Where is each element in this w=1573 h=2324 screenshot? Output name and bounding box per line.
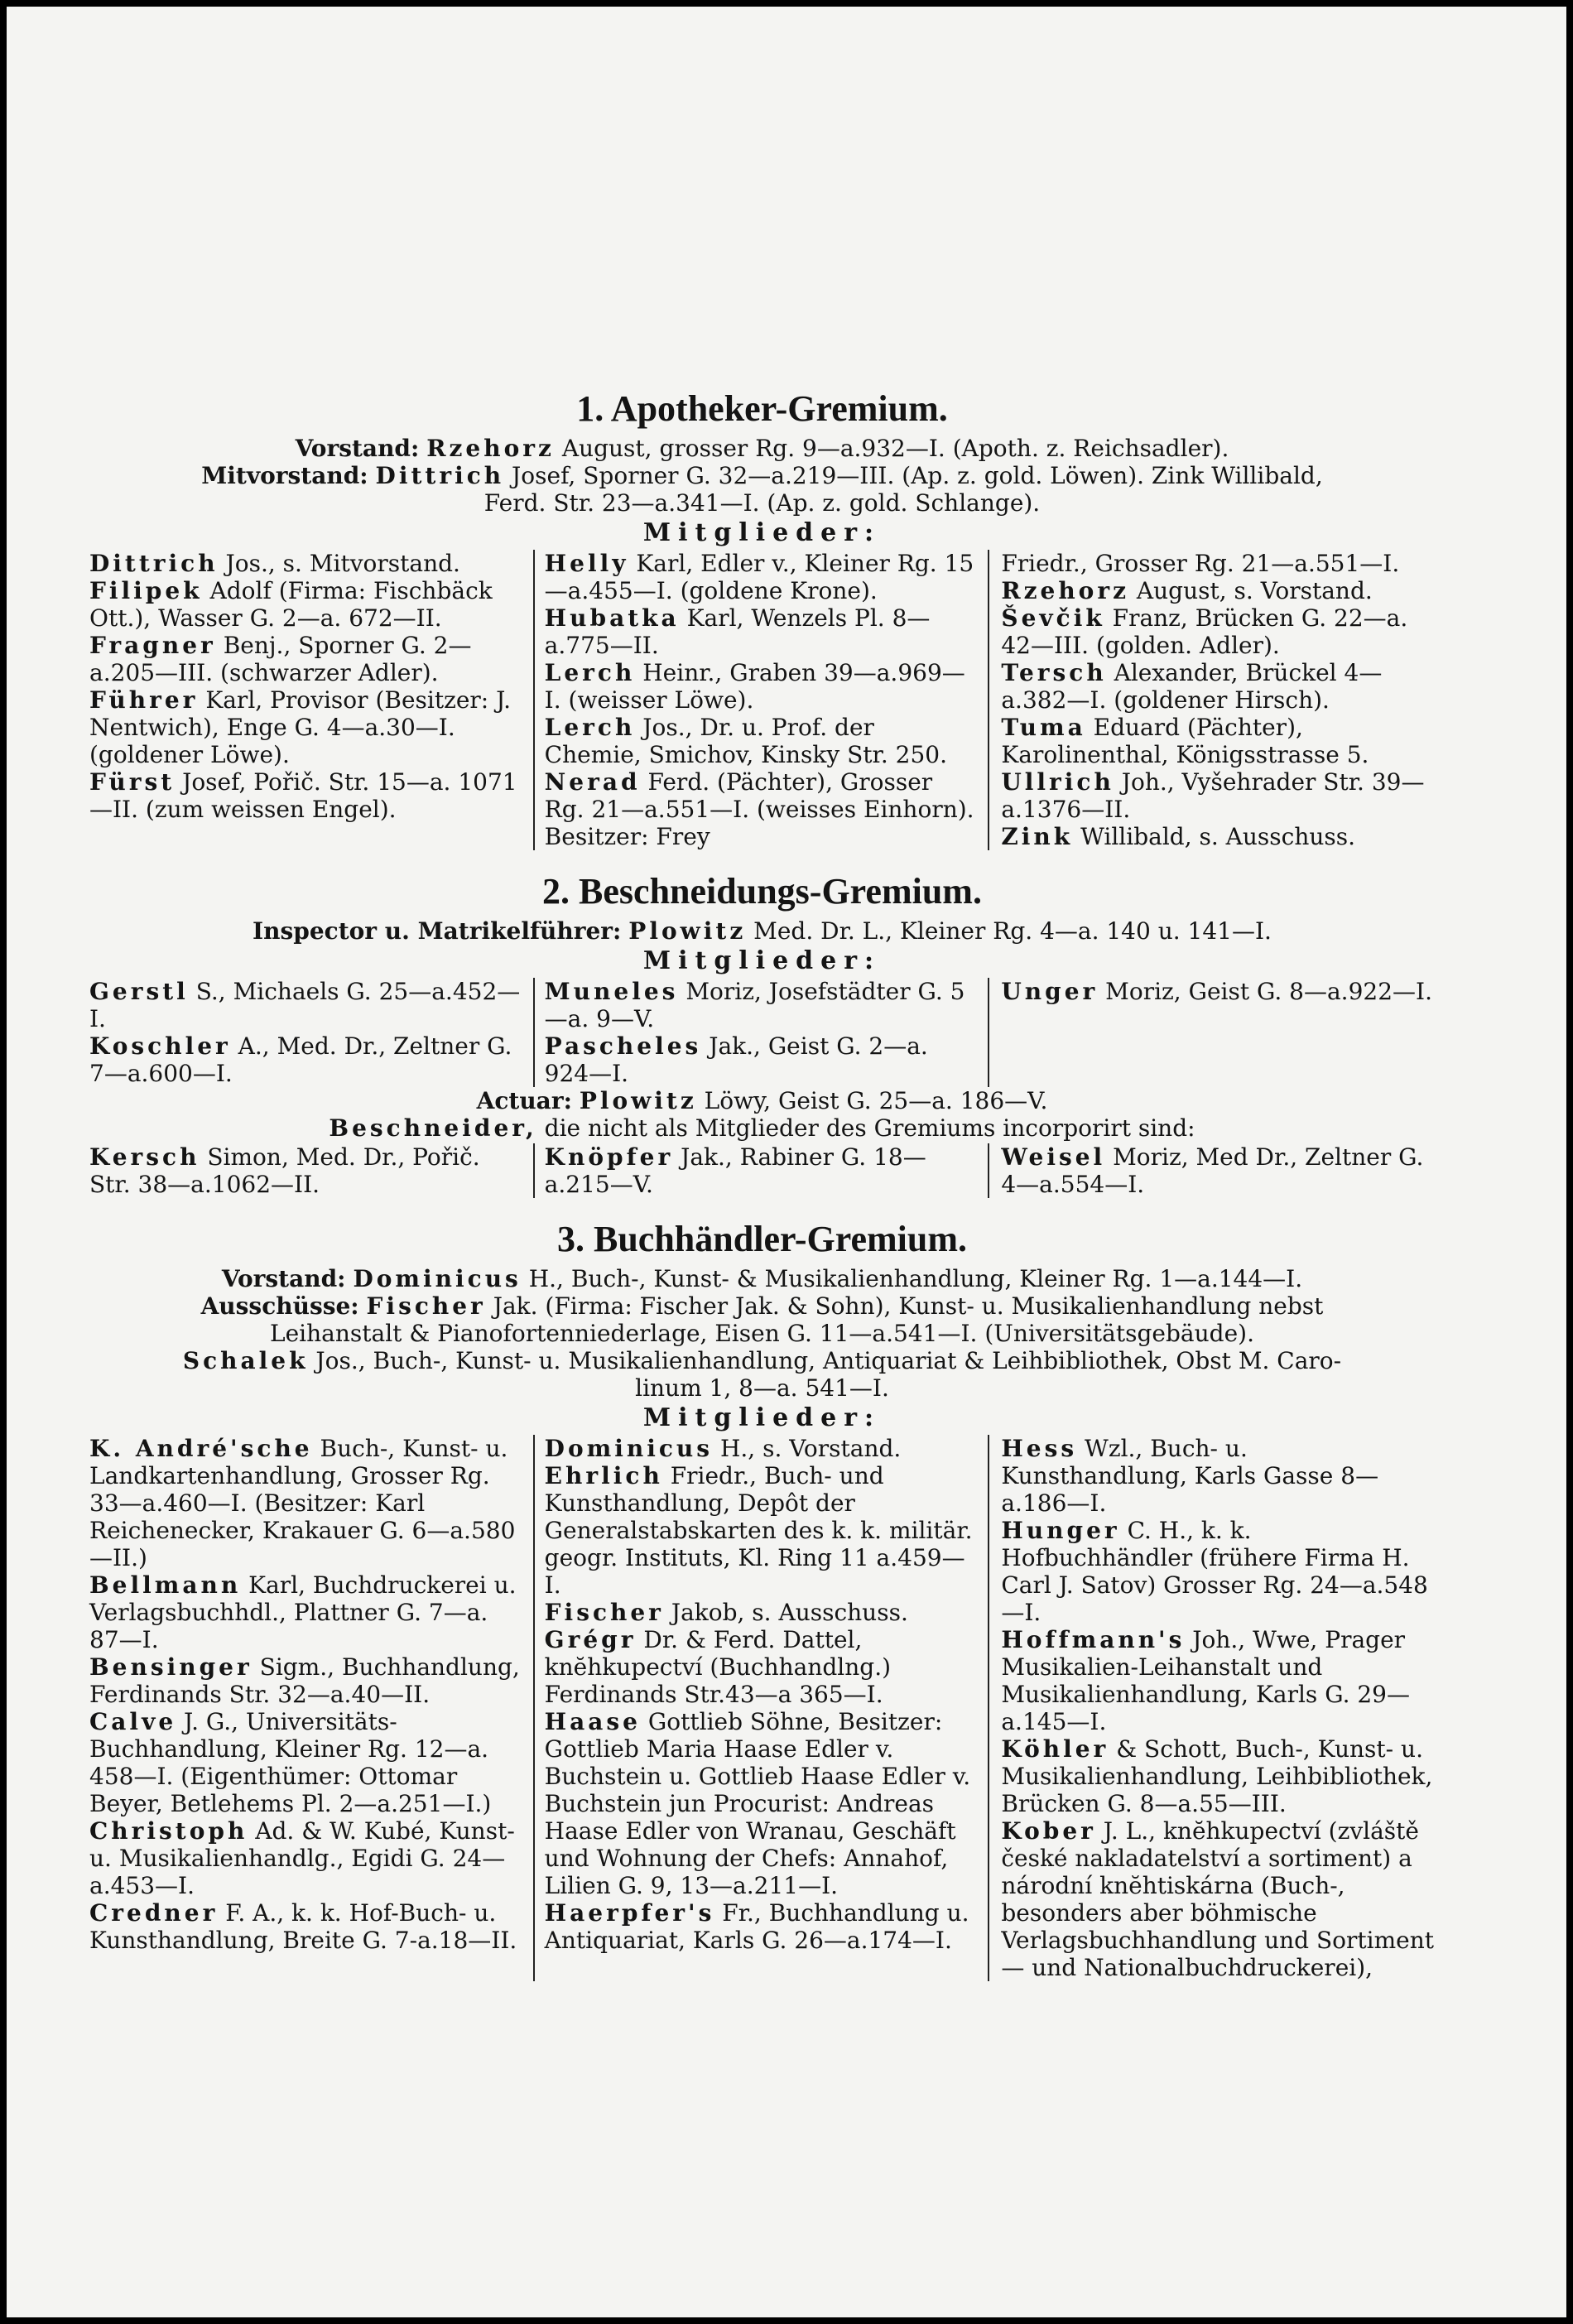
header-line: Ferd. Str. 23—a.341—I. (Ap. z. gold. Schlange). <box>483 488 1041 517</box>
list-item: Hoffmann's Joh., Wwe, Prager Musikalien-Leihanstalt und Musikalienhandlung, Karls G. 29—a.145—I. <box>1001 1625 1410 1735</box>
list-item: Knöpfer Jak., Rabiner G. 18—a.215—V. <box>544 1143 926 1198</box>
list-item: K. André'sche Buch-, Kunst- u. Landkartenhandlung, Grosser Rg. 33—a.460—I. (Besitzer: Karl Reichenecker, Krakauer G. 6—a.580—II.) <box>89 1434 516 1571</box>
list-item: Ullrich Joh., Vyšehrader Str. 39—a.1376—II. <box>1001 767 1425 823</box>
column-2 <box>533 1435 990 1981</box>
column-2 <box>533 550 990 850</box>
list-item: Fragner Benj., Sporner G. 2—a.205—III. (schwarzer Adler). <box>89 631 472 686</box>
list-item: Unger Moriz, Geist G. 8—a.922—I. <box>1001 977 1432 1005</box>
section-title: 3. Buchhändler-Gremium. <box>556 1218 968 1259</box>
list-item: Credner F. A., k. k. Hof-Buch- u. Kunsthandlung, Breite G. 7-a.18—II. <box>89 1898 517 1954</box>
header-line: Ausschüsse: Fischer Jak. (Firma: Fischer Jak. & Sohn), Kunst- u. Musikalienhandlung nebst <box>200 1292 1324 1320</box>
column-3 <box>989 1435 1435 1981</box>
list-item: Ehrlich Friedr., Buch- und Kunsthandlung, Depôt der Generalstabskarten des k. k. militär. geogr. Instituts, Kl. Ring 11 a.459—I. <box>544 1461 973 1599</box>
list-item: Weisel Moriz, Med Dr., Zeltner G. 4—a.554—I. <box>1001 1143 1424 1198</box>
list-item: Muneles Moriz, Josefstädter G. 5—a. 9—V. <box>544 977 965 1032</box>
column-1 <box>89 1143 533 1198</box>
list-item: Koschler A., Med. Dr., Zeltner G. 7—a.600—I. <box>89 1032 512 1087</box>
list-item: Bellmann Karl, Buchdruckerei u. Verlagsbuchhdl., Plattner G. 7—a. 87—I. <box>89 1571 517 1653</box>
list-item: Friedr., Grosser Rg. 21—a.551—I. <box>1001 549 1400 577</box>
list-item: Dittrich Jos., s. Mitvorstand. <box>89 549 460 577</box>
header-line: linum 1, 8—a. 541—I. <box>635 1374 889 1402</box>
column-3 <box>989 1143 1435 1198</box>
list-item: Nerad Ferd. (Pächter), Grosser Rg. 21—a.551—I. (weisses Einhorn). Besitzer: Frey <box>544 767 974 850</box>
header-line: Inspector u. Matrikelführer: Plowitz Med. Dr. L., Kleiner Rg. 4—a. 140 u. 141—I. <box>253 917 1272 945</box>
members-label: Mitglieder: <box>642 517 882 547</box>
section-title: 1. Apotheker-Gremium. <box>576 388 948 429</box>
header-line: Vorstand: Rzehorz August, grosser Rg. 9—a.932—I. (Apoth. z. Reichsadler). <box>295 434 1229 462</box>
members-label: Mitglieder: <box>642 945 882 975</box>
circumcisers-columns <box>89 1143 1435 1198</box>
list-item: Hunger C. H., k. k. Hofbuchhändler (frühere Firma H. Carl J. Satov) Grosser Rg. 24—a.548—I. <box>1001 1516 1428 1626</box>
actuar-line: Actuar: Plowitz Löwy, Geist G. 25—a. 186—V. <box>476 1086 1048 1114</box>
list-item: Zink Willibald, s. Ausschuss. <box>1001 822 1356 850</box>
header-line: Leihanstalt & Pianofortenniederlage, Eisen G. 11—a.541—I. (Universitätsgebäude). <box>270 1319 1254 1347</box>
members-columns <box>89 1435 1435 1981</box>
list-item: Lerch Heinr., Graben 39—a.969—I. (weisser Löwe). <box>544 658 965 714</box>
column-2 <box>533 978 990 1087</box>
list-item: Fürst Josef, Pořič. Str. 15—a. 1071—II. (zum weissen Engel). <box>89 767 517 823</box>
list-item: Köhler & Schott, Buch-, Kunst- u. Musikalienhandlung, Leihbibliothek, Brücken G. 8—a.55—III. <box>1001 1735 1433 1817</box>
list-item: Pascheles Jak., Geist G. 2—a. 924—I. <box>544 1032 928 1087</box>
document-page <box>7 7 1566 2317</box>
list-item: Führer Karl, Provisor (Besitzer: J. Nentwich), Enge G. 4—a.30—I. (goldener Löwe). <box>89 686 512 768</box>
section-title: 2. Beschneidungs-Gremium. <box>542 870 982 912</box>
header-line: Mitvorstand: Dittrich Josef, Sporner G. 32—a.219—III. (Ap. z. gold. Löwen). Zink Willibald, <box>201 461 1323 489</box>
list-item: Kersch Simon, Med. Dr., Pořič. Str. 38—a.1062—II. <box>89 1143 480 1198</box>
column-1 <box>89 978 533 1087</box>
list-item: Helly Karl, Edler v., Kleiner Rg. 15—a.455—I. (goldene Krone). <box>544 549 974 604</box>
list-item: Dominicus H., s. Vorstand. <box>544 1434 902 1462</box>
list-item: Lerch Jos., Dr. u. Prof. der Chemie, Smichov, Kinsky Str. 250. <box>544 713 947 768</box>
list-item: Rzehorz August, s. Vorstand. <box>1001 576 1373 604</box>
document-content <box>89 387 1435 1981</box>
header-line: Vorstand: Dominicus H., Buch-, Kunst- & Musikalienhandlung, Kleiner Rg. 1—a.144—I. <box>221 1264 1303 1292</box>
column-1 <box>89 550 533 850</box>
list-item: Calve J. G., Universitäts-Buchhandlung, Kleiner Rg. 12—a. 458—I. (Eigenthümer: Ottomar Beyer, Betlehems Pl. 2—a.251—I.) <box>89 1707 492 1817</box>
list-item: Tersch Alexander, Brückel 4—a.382—I. (goldener Hirsch). <box>1001 658 1383 714</box>
list-item: Grégr Dr. & Ferd. Dattel, knĕhkupectví (Buchhandlng.) Ferdinands Str.43—a 365—I. <box>544 1625 892 1708</box>
list-item: Bensinger Sigm., Buchhandlung, Ferdinands Str. 32—a.40—II. <box>89 1653 520 1708</box>
header-line: Schalek Jos., Buch-, Kunst- u. Musikalienhandlung, Antiquariat & Leihbibliothek, Obst M. Caro- <box>182 1346 1342 1374</box>
column-2 <box>533 1143 990 1198</box>
circumcisers-heading: Beschneider, die nicht als Mitglieder des Gremiums incorporirt sind: <box>329 1114 1195 1142</box>
list-item: Haase Gottlieb Söhne, Besitzer: Gottlieb Maria Haase Edler v. Buchstein u. Gottlieb Haase Edler v. Buchstein jun Procurist: Andreas Haase Edler von Wranau, Geschäft und Wohnung der Chefs: Annahof, Lilien G. 9, 13—a.211—I. <box>544 1707 971 1899</box>
members-columns <box>89 550 1435 850</box>
list-item: Filipek Adolf (Firma: Fischbäck Ott.), Wasser G. 2—a. 672—II. <box>89 576 493 632</box>
list-item: Fischer Jakob, s. Ausschuss. <box>544 1598 908 1626</box>
column-3 <box>989 550 1435 850</box>
members-columns <box>89 978 1435 1087</box>
column-3 <box>989 978 1435 1087</box>
list-item: Kober J. L., knĕhkupectví (zvláště české nakladatelství a sortiment) a národní knĕhtiskárna (Buch-, besonders aber böhmische Verlagsbuchhandlung und Sortiment — und Nationalbuchdruckerei), <box>1001 1816 1435 1981</box>
list-item: Ševčik Franz, Brücken G. 22—a. 42—III. (golden. Adler). <box>1001 604 1408 659</box>
list-item: Haerpfer's Fr., Buchhandlung u. Antiquariat, Karls G. 26—a.174—I. <box>544 1898 969 1954</box>
list-item: Hess Wzl., Buch- u. Kunsthandlung, Karls Gasse 8—a.186—I. <box>1001 1434 1379 1517</box>
list-item: Gerstl S., Michaels G. 25—a.452—I. <box>89 977 521 1032</box>
list-item: Tuma Eduard (Pächter), Karolinenthal, Königsstrasse 5. <box>1001 713 1369 768</box>
column-1 <box>89 1435 533 1981</box>
members-label: Mitglieder: <box>642 1403 882 1432</box>
list-item: Christoph Ad. & W. Kubé, Kunst- u. Musikalienhandlg., Egidi G. 24—a.453—I. <box>89 1816 515 1899</box>
list-item: Hubatka Karl, Wenzels Pl. 8—a.775—II. <box>544 604 931 659</box>
